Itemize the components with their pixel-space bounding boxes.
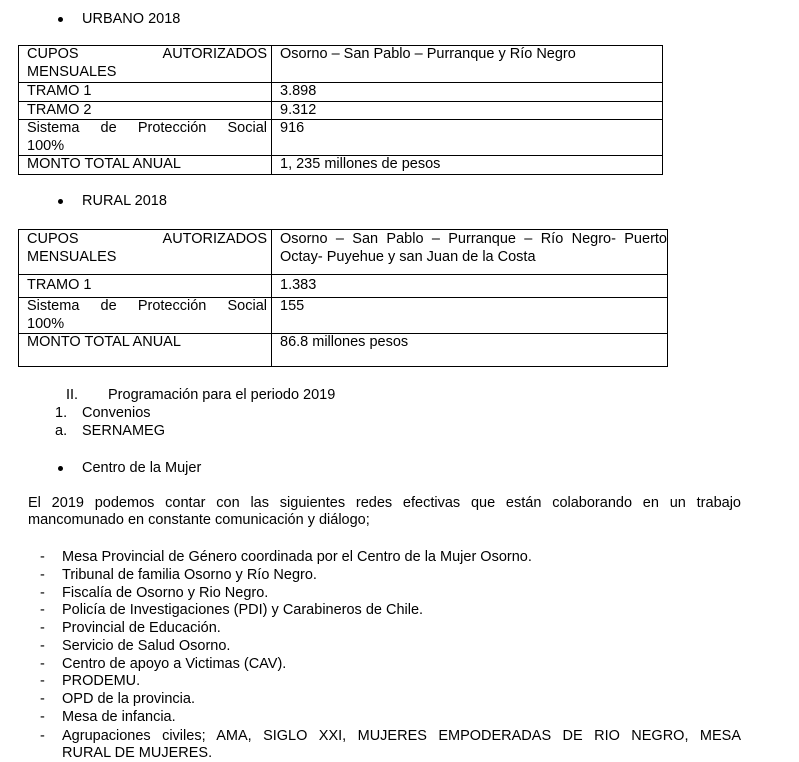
table-cell: 155 [272, 298, 668, 334]
table-row [19, 120, 663, 156]
list-item: Mesa de infancia. [62, 708, 176, 725]
list-dash: - [40, 673, 45, 690]
table-cell: TRAMO 1 [19, 275, 272, 298]
table-cell: Osorno – San Pablo – Purranque y Río Negro [272, 46, 663, 83]
table-cell: 86.8 millones pesos [272, 334, 668, 367]
list-dash: - [40, 584, 45, 601]
item-title: SERNAMEG [82, 423, 165, 439]
list-item: Centro de apoyo a Victimas (CAV). [62, 655, 287, 672]
table-row [19, 83, 663, 102]
list-dash: - [40, 637, 45, 654]
table-cell: 1, 235 millones de pesos [272, 156, 663, 175]
table-cell: Osorno – San Pablo – Purranque – Río Negro- Puerto Octay- Puyehue y san Juan de la Costa [272, 230, 668, 275]
table-cell: 3.898 [272, 83, 663, 102]
list-item: Fiscalía de Osorno y Rio Negro. [62, 584, 269, 601]
list-dash: - [40, 549, 45, 565]
list-item: Agrupaciones civiles; AMA, SIGLO XXI, MUJERES EMPODERADAS DE RIO NEGRO, MESA RURAL DE MUJERES. [62, 728, 741, 761]
table-row [19, 156, 663, 175]
table-row [19, 298, 668, 334]
table-cell: TRAMO 2 [19, 101, 272, 120]
list-item: OPD de la provincia. [62, 691, 195, 707]
table-row [19, 101, 663, 120]
urbano-table [18, 45, 663, 175]
table-cell: Sistema de Protección Social 100% [19, 120, 272, 156]
table-cell: MONTO TOTAL ANUAL [19, 334, 272, 367]
list-dash: - [40, 620, 45, 636]
paragraph [28, 495, 741, 529]
table-cell: CUPOS AUTORIZADOS MENSUALES [19, 46, 272, 83]
table-cell: 1.383 [272, 275, 668, 298]
centro-heading: Centro de la Mujer [82, 460, 202, 476]
list-item: Servicio de Salud Osorno. [62, 637, 231, 654]
item-number: 1. [55, 405, 68, 421]
list-item: Tribunal de familia Osorno y Río Negro. [62, 566, 317, 583]
list-item: Policía de Investigaciones (PDI) y Carabineros de Chile. [62, 602, 424, 619]
list-dash: - [40, 566, 45, 583]
table-cell: CUPOS AUTORIZADOS MENSUALES [19, 230, 272, 275]
table-row [19, 275, 668, 298]
table-row [19, 230, 668, 275]
bullet-icon [58, 466, 63, 471]
bullet-icon [58, 17, 63, 22]
rural-table [18, 229, 668, 367]
bullet-icon [58, 199, 63, 204]
list-item: Provincial de Educación. [62, 620, 221, 636]
table-cell: 916 [272, 120, 663, 156]
rural-heading: RURAL 2018 [82, 193, 167, 209]
list-item: Mesa Provincial de Género coordinada por el Centro de la Mujer Osorno. [62, 549, 532, 565]
list-dash: - [40, 708, 45, 725]
list-dash: - [40, 728, 45, 744]
list-item: PRODEMU. [62, 673, 141, 690]
paragraph-line: mancomunado en constante comunicación y diálogo; [28, 512, 370, 528]
item-title: Convenios [82, 405, 151, 421]
list-dash: - [40, 655, 45, 672]
list-dash: - [40, 602, 45, 619]
table-cell: 9.312 [272, 101, 663, 120]
section-title: Programación para el periodo 2019 [108, 387, 336, 403]
list-dash: - [40, 691, 45, 707]
table-row [19, 46, 663, 83]
table-cell: TRAMO 1 [19, 83, 272, 102]
section-number: II. [66, 387, 79, 403]
table-cell: MONTO TOTAL ANUAL [19, 156, 272, 175]
table-cell: Sistema de Protección Social 100% [19, 298, 272, 334]
table-row [19, 334, 668, 367]
paragraph-line: El 2019 podemos contar con las siguientes redes efectivas que están colaborando en un trabajo [28, 495, 741, 511]
urbano-heading: URBANO 2018 [82, 11, 181, 27]
item-letter: a. [55, 423, 68, 439]
